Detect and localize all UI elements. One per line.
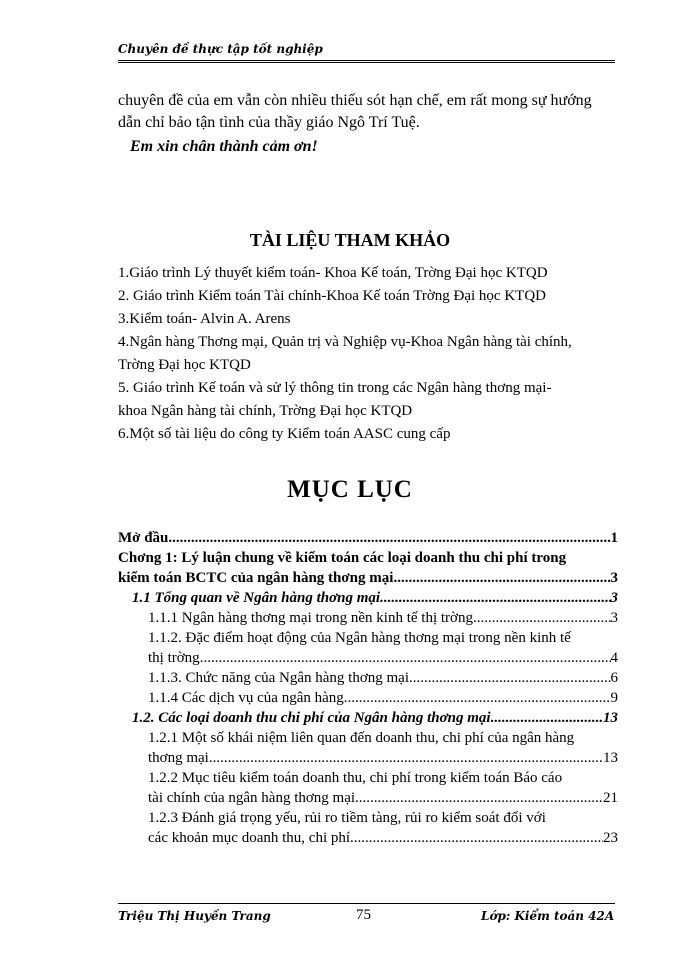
- toc-entry-page: 23: [603, 830, 618, 846]
- footer-class: Lớp: Kiểm toán 42A: [481, 909, 615, 923]
- toc-entry-page: 4: [610, 650, 618, 666]
- reference-item: khoa Ngân hàng tài chính, Trờng Đại học KTQD: [118, 403, 413, 419]
- reference-item: 3.Kiểm toán- Alvin A. Arens: [118, 311, 291, 327]
- toc-entry-title[interactable]: 1.2.3 Đánh giá trọng yếu, rủi ro tiềm tàng, rủi ro kiểm soát đối với: [148, 810, 546, 826]
- toc-entry-title: 1.1 Tổng quan về Ngân hàng thơng mại: [132, 590, 381, 606]
- toc-entry[interactable]: [118, 588, 618, 608]
- toc-entry-title: kiểm toán BCTC của ngân hàng thơng mại: [118, 570, 394, 586]
- toc-entry[interactable]: [118, 608, 618, 628]
- reference-item: 1.Giáo trình Lý thuyết kiểm toán- Khoa Kế toán, Trờng Đại học KTQD: [118, 265, 548, 281]
- toc-entry-title: 1.2. Các loại doanh thu chi phí của Ngân hàng thơng mại: [132, 710, 491, 726]
- toc-entry-title: 1.1.1 Ngân hàng thơng mại trong nền kinh tế thị trờng: [148, 610, 473, 626]
- references-list: [118, 262, 618, 446]
- footer-rule: [118, 903, 615, 904]
- running-header: Chuyên đề thực tập tốt nghiệp: [118, 42, 323, 56]
- thanks-line: Em xin chân thành cảm ơn!: [130, 138, 318, 155]
- toc-entry[interactable]: [118, 828, 618, 848]
- toc-entry-title: 1.1.3. Chức năng của Ngân hàng thơng mại: [148, 670, 410, 686]
- toc-entry[interactable]: [118, 748, 618, 768]
- toc-entry-title[interactable]: Chơng 1: Lý luận chung về kiểm toán các loại doanh thu chi phí trong: [118, 550, 567, 566]
- toc-entry-title: thị trờng: [148, 650, 200, 666]
- toc-entry-title: 1.1.4 Các dịch vụ của ngân hàng: [148, 690, 344, 706]
- header-rule: [118, 60, 615, 63]
- toc-entry-page: 9: [610, 690, 618, 706]
- footer-author: Triệu Thị Huyền Trang: [118, 909, 271, 923]
- toc-entry-page: 1: [610, 530, 618, 546]
- reference-item: 6.Một số tài liệu do công ty Kiểm toán AASC cung cấp: [118, 426, 451, 442]
- toc-entry-title: tài chính của ngân hàng thơng mại: [148, 790, 356, 806]
- references-heading: TÀI LIỆU THAM KHẢO: [249, 230, 451, 250]
- table-of-contents: [118, 528, 618, 848]
- toc-entry-title: Mở đầu: [118, 530, 169, 546]
- toc-entry[interactable]: [118, 528, 618, 548]
- toc-entry-title: thơng mại: [148, 750, 209, 766]
- intro-line: chuyên đề của em vẫn còn nhiều thiếu sót hạn chế, em rất mong sự hướng: [118, 92, 592, 109]
- toc-entry-title[interactable]: 1.2.1 Một số khái niệm liên quan đến doanh thu, chi phí của ngân hàng: [148, 730, 575, 746]
- reference-item: 5. Giáo trình Kế toán và sử lý thông tin trong các Ngân hàng thơng mại-: [118, 380, 552, 396]
- toc-entry-page: 6: [610, 670, 618, 686]
- page-number: 75: [356, 907, 371, 923]
- toc-entry-title[interactable]: 1.1.2. Đặc điểm hoạt động của Ngân hàng thơng mại trong nền kinh tế: [148, 630, 571, 646]
- reference-item: 2. Giáo trình Kiểm toán Tài chính-Khoa Kế toán Trờng Đại học KTQD: [118, 288, 546, 304]
- intro-line: dẫn chỉ bảo tận tình của thầy giáo Ngô Trí Tuệ.: [118, 114, 420, 131]
- toc-entry-page: 13: [603, 750, 618, 766]
- toc-entry-title[interactable]: 1.2.2 Mục tiêu kiểm toán doanh thu, chi phí trong kiểm toán Báo cáo: [148, 770, 563, 786]
- toc-entry[interactable]: [118, 568, 618, 588]
- toc-entry[interactable]: [118, 708, 618, 728]
- toc-heading: MỤC LỤC: [287, 476, 413, 503]
- reference-item: 4.Ngân hàng Thơng mại, Quản trị và Nghiệp vụ-Khoa Ngân hàng tài chính,: [118, 334, 572, 350]
- toc-entry-page: 21: [603, 790, 618, 806]
- toc-entry[interactable]: [118, 648, 618, 668]
- toc-entry-page: 3: [610, 610, 618, 626]
- toc-entry-page: 3: [610, 570, 618, 586]
- toc-entry-page: 13: [603, 710, 618, 726]
- toc-entry[interactable]: [118, 788, 618, 808]
- reference-item: Trờng Đại học KTQD: [118, 357, 251, 373]
- toc-entry[interactable]: [118, 668, 618, 688]
- toc-entry-title: các khoản mục doanh thu, chi phí: [148, 830, 351, 846]
- toc-entry[interactable]: [118, 688, 618, 708]
- toc-entry-page: 3: [610, 590, 618, 606]
